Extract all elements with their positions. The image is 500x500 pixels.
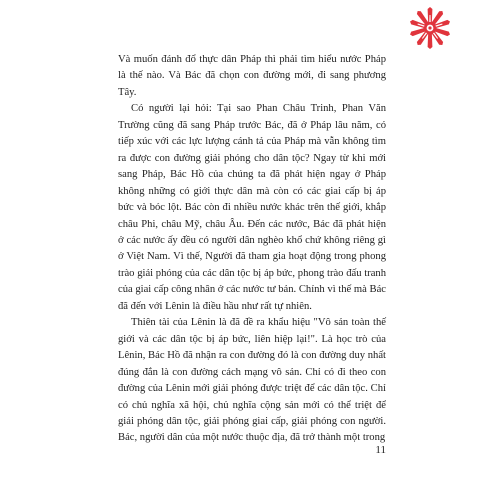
paragraph-1: Và muốn đánh đổ thực dân Pháp thì phải tìm hiểu nước Pháp là thế nào. Và Bác đã chọn con đường mới, đi sang phương Tây.: [118, 54, 386, 98]
paragraph-2: Có người lại hỏi: Tại sao Phan Châu Trinh, Phan Văn Trường cũng đã sang Pháp trước Bác, đã ở Pháp lâu năm, có tiếp xúc với các lực lượng cánh tả của Pháp mà vẫn không tìm ra được con đường giải phóng cho dân tộc? Ngay từ khi mới sang Pháp, Bác Hồ của chúng ta đã phát hiện ngay ở Pháp không những có giới thực dân mà còn có các giai cấp bị áp bức và bóc lột. Bác còn đi nhiều nước khác trên thế giới, khắp châu Phi, châu Mỹ, châu Âu. Đến các nước, Bác đã phát hiện ở các nước ấy đều có người dân nghèo khổ chứ không riêng gì ở Việt Nam. Vì thế, Người đã tham gia hoạt động trong phong trào giải phóng của các dân tộc bị áp bức, phong trào đấu tranh của giai cấp công nhân ở các nước tư bản. Chính vì thế mà Bác đã đến với Lênin là điều hầu như rất tự nhiên.: [118, 103, 386, 312]
red-star-ornament-icon: [408, 6, 452, 50]
body-text: [118, 52, 386, 447]
page-number: 11: [375, 444, 386, 456]
paragraph-3: Thiên tài của Lênin là đã đề ra khẩu hiệu "Vô sản toàn thế giới và các dân tộc bị áp bức, liên hiệp lại!". Là học trò của Lênin, Bác Hồ đã nhận ra con đường đó là con đường duy nhất đúng đắn là con đường cách mạng vô sản. Chỉ có đi theo con đường của Lênin mới giải phóng được triệt để các dân tộc. Chỉ có chủ nghĩa xã hội, chủ nghĩa cộng sản mới có thể triệt để giải phóng dân tộc, giải phóng giai cấp, giải phóng con người. Bác, người dân của một nước thuộc địa, đã trở thành một trong: [118, 317, 386, 444]
